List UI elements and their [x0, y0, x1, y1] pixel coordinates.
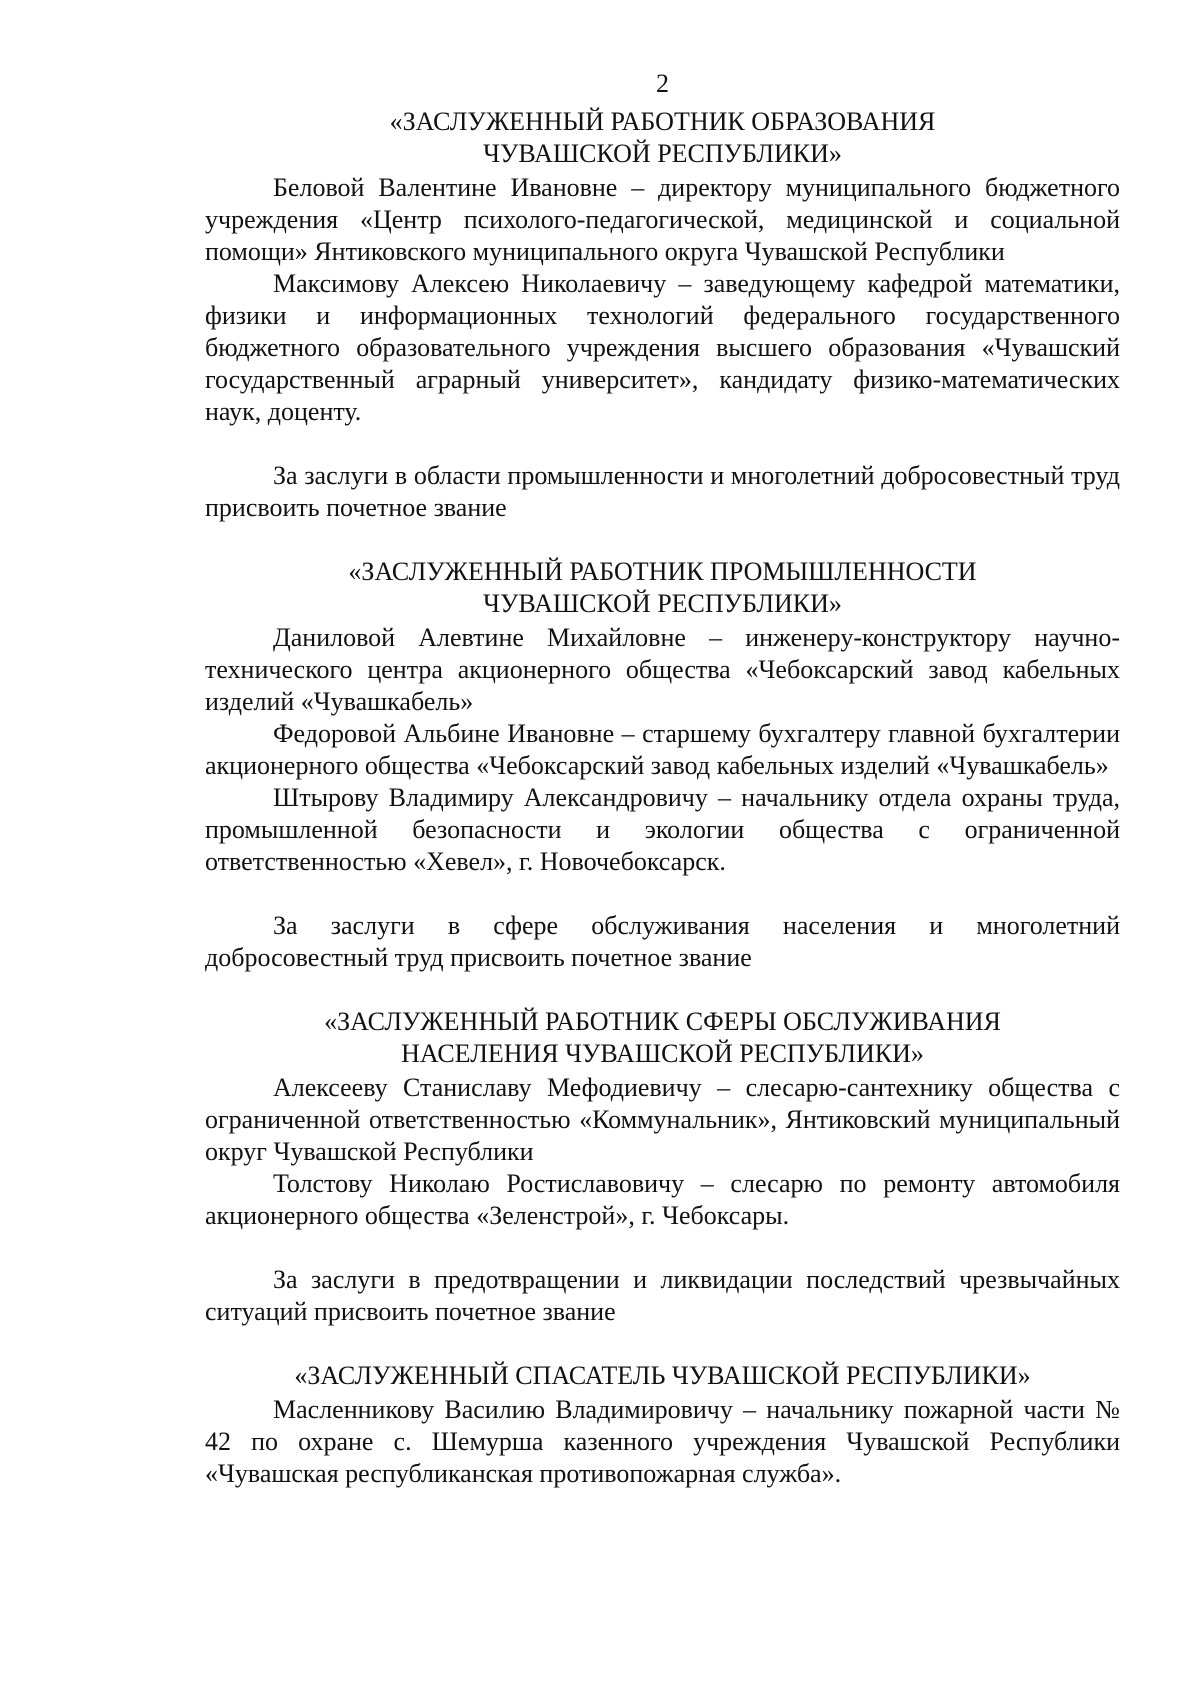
- award-title-line: «ЗАСЛУЖЕННЫЙ РАБОТНИК СФЕРЫ ОБСЛУЖИВАНИЯ: [324, 1007, 1001, 1036]
- recipient-entry: Алексееву Станиславу Мефодиевичу – слесарю-сантехнику общества с ограниченной ответственностью «Коммунальник», Янтиковский муниципальный округ Чувашской Республики: [205, 1073, 1120, 1166]
- award-section-rescuer: [205, 1264, 1120, 1490]
- award-title: [205, 1006, 1120, 1070]
- award-title: [205, 106, 1120, 170]
- award-section-services: [205, 910, 1120, 1232]
- recipient-entry: Федоровой Альбине Ивановне – старшему бухгалтеру главной бухгалтерии акционерного общества «Чебоксарский завод кабельных изделий «Чувашкабель»: [205, 719, 1120, 780]
- recipient-entry: Беловой Валентине Ивановне – директору муниципального бюджетного учреждения «Центр психолого-педагогической, медицинской и социальной помощи» Янтиковского муниципального округа Чувашской Республики: [205, 173, 1120, 266]
- award-title-line: НАСЕЛЕНИЯ ЧУВАШСКОЙ РЕСПУБЛИКИ»: [401, 1039, 924, 1068]
- award-section-education: [205, 106, 1120, 428]
- award-title-line: «ЗАСЛУЖЕННЫЙ СПАСАТЕЛЬ ЧУВАШСКОЙ РЕСПУБЛИКИ»: [294, 1361, 1031, 1390]
- award-title-line: «ЗАСЛУЖЕННЫЙ РАБОТНИК ПРОМЫШЛЕННОСТИ: [348, 557, 977, 586]
- recipient-entry: Толстову Николаю Ростиславовичу – слесарю по ремонту автомобиля акционерного общества «Зеленстрой», г. Чебоксары.: [205, 1169, 1120, 1230]
- award-title-line: «ЗАСЛУЖЕННЫЙ РАБОТНИК ОБРАЗОВАНИЯ: [389, 107, 936, 136]
- award-intro: За заслуги в предотвращении и ликвидации последствий чрезвычайных ситуаций присвоить почетное звание: [205, 1265, 1120, 1326]
- award-section-industry: [205, 460, 1120, 878]
- award-title-line: ЧУВАШСКОЙ РЕСПУБЛИКИ»: [483, 139, 842, 168]
- document-page: [205, 68, 1120, 1490]
- award-intro: За заслуги в области промышленности и многолетний добросовестный труд присвоить почетное звание: [205, 461, 1120, 522]
- recipient-entry: Масленникову Василию Владимировичу – начальнику пожарной части № 42 по охране с. Шемурша казенного учреждения Чувашской Республики «Чувашская республиканская противопожарная служба».: [205, 1395, 1120, 1488]
- award-title: [205, 1360, 1120, 1392]
- award-title-line: ЧУВАШСКОЙ РЕСПУБЛИКИ»: [483, 589, 842, 618]
- award-intro: За заслуги в сфере обслуживания населения и многолетний добросовестный труд присвоить почетное звание: [205, 911, 1120, 972]
- recipient-entry: Штырову Владимиру Александровичу – начальнику отдела охраны труда, промышленной безопасности и экологии общества с ограниченной ответственностью «Хевел», г. Новочебоксарск.: [205, 783, 1120, 876]
- page-number: 2: [656, 69, 669, 98]
- recipient-entry: Даниловой Алевтине Михайловне – инженеру-конструктору научно-технического центра акционерного общества «Чебоксарский завод кабельных изделий «Чувашкабель»: [205, 623, 1120, 716]
- award-title: [205, 556, 1120, 620]
- recipient-entry: Максимову Алексею Николаевичу – заведующему кафедрой математики, физики и информационных технологий федерального государственного бюджетного образовательного учреждения высшего образования «Чувашский государственный аграрный университет», кандидату физико-математических наук, доценту.: [205, 269, 1120, 426]
